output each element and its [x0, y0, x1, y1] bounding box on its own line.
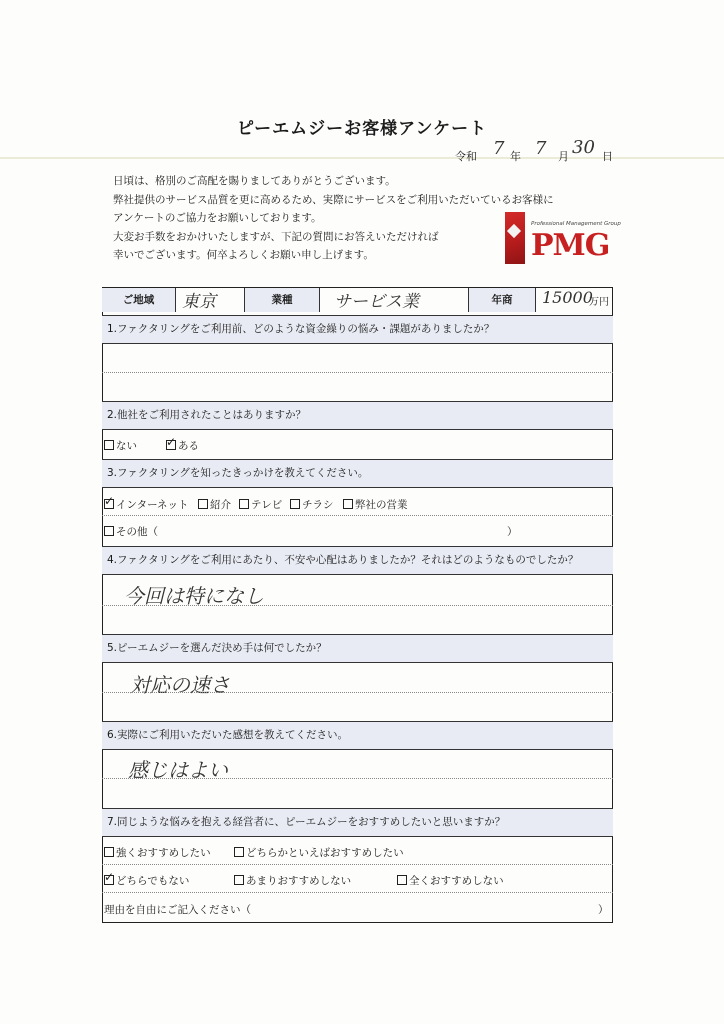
q3-option-internet[interactable]: ✓インターネット: [104, 497, 189, 512]
checkbox-icon[interactable]: [397, 875, 407, 885]
q7-option-not-much[interactable]: あまりおすすめしない: [234, 873, 351, 888]
checkbox-icon[interactable]: [234, 847, 244, 857]
q4-top: [102, 574, 613, 575]
q7-option-neutral[interactable]: ✓どちらでもない: [104, 873, 189, 888]
region-field[interactable]: 東京: [182, 292, 216, 312]
intro-line: 弊社提供のサービス品質を更に高めるため、実際にサービスをご利用いただいているお客様に: [113, 193, 554, 206]
q7-reason-close: ）: [598, 904, 609, 916]
survey-date: [455, 137, 615, 164]
q3-option-referral[interactable]: 紹介: [198, 497, 231, 512]
q2-header: 2.他社をご利用されたことはありますか？: [102, 401, 613, 429]
q7-option-somewhat[interactable]: どちらかといえばおすすめしたい: [234, 845, 404, 860]
q3-divider: [102, 515, 613, 516]
header-divider: [0, 157, 724, 159]
date-year: 7: [493, 138, 505, 159]
revenue-label: 年商: [468, 288, 536, 312]
checkbox-icon[interactable]: [104, 847, 114, 857]
q7-top: [102, 836, 613, 837]
pmg-logo-text: PMG: [531, 228, 610, 263]
date-month: 7: [535, 138, 547, 159]
date-year-unit: 年: [510, 150, 521, 163]
q3-other-close: ）: [507, 526, 518, 538]
revenue-field[interactable]: 15000: [542, 288, 593, 307]
q7-option-not-at-all[interactable]: 全くおすすめしない: [397, 873, 504, 888]
pmg-logo: [505, 212, 621, 268]
checked-checkbox-icon[interactable]: [166, 440, 176, 450]
intro-text: [113, 172, 554, 265]
checked-checkbox-icon[interactable]: [104, 875, 114, 885]
q2-top: [102, 429, 613, 430]
intro-line: 日頃は、格別のご高配を賜りましてありがとうございます。: [113, 175, 396, 187]
checkbox-icon[interactable]: [198, 499, 208, 509]
date-era: 令和: [455, 150, 477, 163]
q2-option-no[interactable]: ない: [104, 438, 137, 453]
intro-line: 幸いでございます。何卒よろしくお願い申し上げます。: [113, 249, 374, 261]
q2-option-yes[interactable]: ✓ ある: [166, 438, 199, 453]
q3-option-flyer[interactable]: チラシ: [290, 497, 334, 512]
q7-header: 7.同じような悩みを抱える経営者に、ピーエムジーをおすすめしたいと思いますか？: [102, 808, 613, 836]
pmg-logo-mark: [505, 212, 525, 264]
header-row: [102, 287, 613, 313]
q6-answer[interactable]: 感じはよい: [128, 758, 228, 782]
checkbox-icon[interactable]: [239, 499, 249, 509]
q3-option-other[interactable]: その他（: [104, 524, 158, 539]
intro-line: アンケートのご協力をお願いしております。: [113, 212, 322, 224]
date-month-unit: 月: [558, 150, 569, 163]
checkbox-icon[interactable]: [234, 875, 244, 885]
q6-header: 6.実際にご利用いただいた感想を教えてください。: [102, 721, 613, 749]
q1-top: [102, 343, 613, 344]
industry-field[interactable]: サービス業: [334, 292, 419, 312]
q7-option-strongly[interactable]: 強くおすすめしたい: [104, 845, 211, 860]
q1-answer-line[interactable]: [102, 372, 613, 373]
revenue-unit: 万円: [589, 297, 609, 308]
q7-divider-2: [102, 892, 613, 893]
q4-answer-line: [102, 605, 613, 606]
checked-checkbox-icon[interactable]: [104, 499, 114, 509]
survey-title: ピーエムジーお客様アンケート: [236, 119, 488, 139]
q3-option-sales[interactable]: 弊社の営業: [343, 497, 408, 512]
intro-line: 大変お手数をおかけいたしますが、下記の質問にお答えいただければ: [113, 230, 439, 243]
q5-header: 5.ピーエムジーを選んだ決め手は何でしたか？: [102, 634, 613, 662]
date-day-unit: 日: [602, 150, 613, 163]
q4-header: 4.ファクタリングをご利用にあたり、不安や心配はありましたか？それはどのようなものでしたか？: [102, 546, 613, 574]
q5-answer-line: [102, 692, 613, 693]
q4-answer[interactable]: 今回は特になし: [124, 584, 264, 608]
industry-label: 業種: [244, 288, 320, 312]
q5-answer[interactable]: 対応の速さ: [130, 673, 230, 697]
q5-top: [102, 662, 613, 663]
q3-top: [102, 487, 613, 488]
q6-top: [102, 749, 613, 750]
q7-divider: [102, 864, 613, 865]
region-label: ご地域: [102, 288, 176, 312]
q6-answer-line: [102, 778, 613, 779]
q3-option-tv[interactable]: テレビ: [239, 497, 282, 512]
date-day: 30: [572, 137, 595, 158]
pmg-logo-subtitle: Professional Management Group: [531, 221, 621, 227]
checkbox-icon[interactable]: [104, 526, 114, 536]
checkbox-icon[interactable]: [104, 440, 114, 450]
checkbox-icon[interactable]: [343, 499, 353, 509]
q3-header: 3.ファクタリングを知ったきっかけを教えてください。: [102, 459, 613, 487]
q7-reason-label: 理由を自由にご記入ください（: [104, 904, 251, 916]
checkbox-icon[interactable]: [290, 499, 300, 509]
q1-header: 1.ファクタリングをご利用前、どのような資金繰りの悩み・課題がありましたか？: [102, 315, 613, 343]
